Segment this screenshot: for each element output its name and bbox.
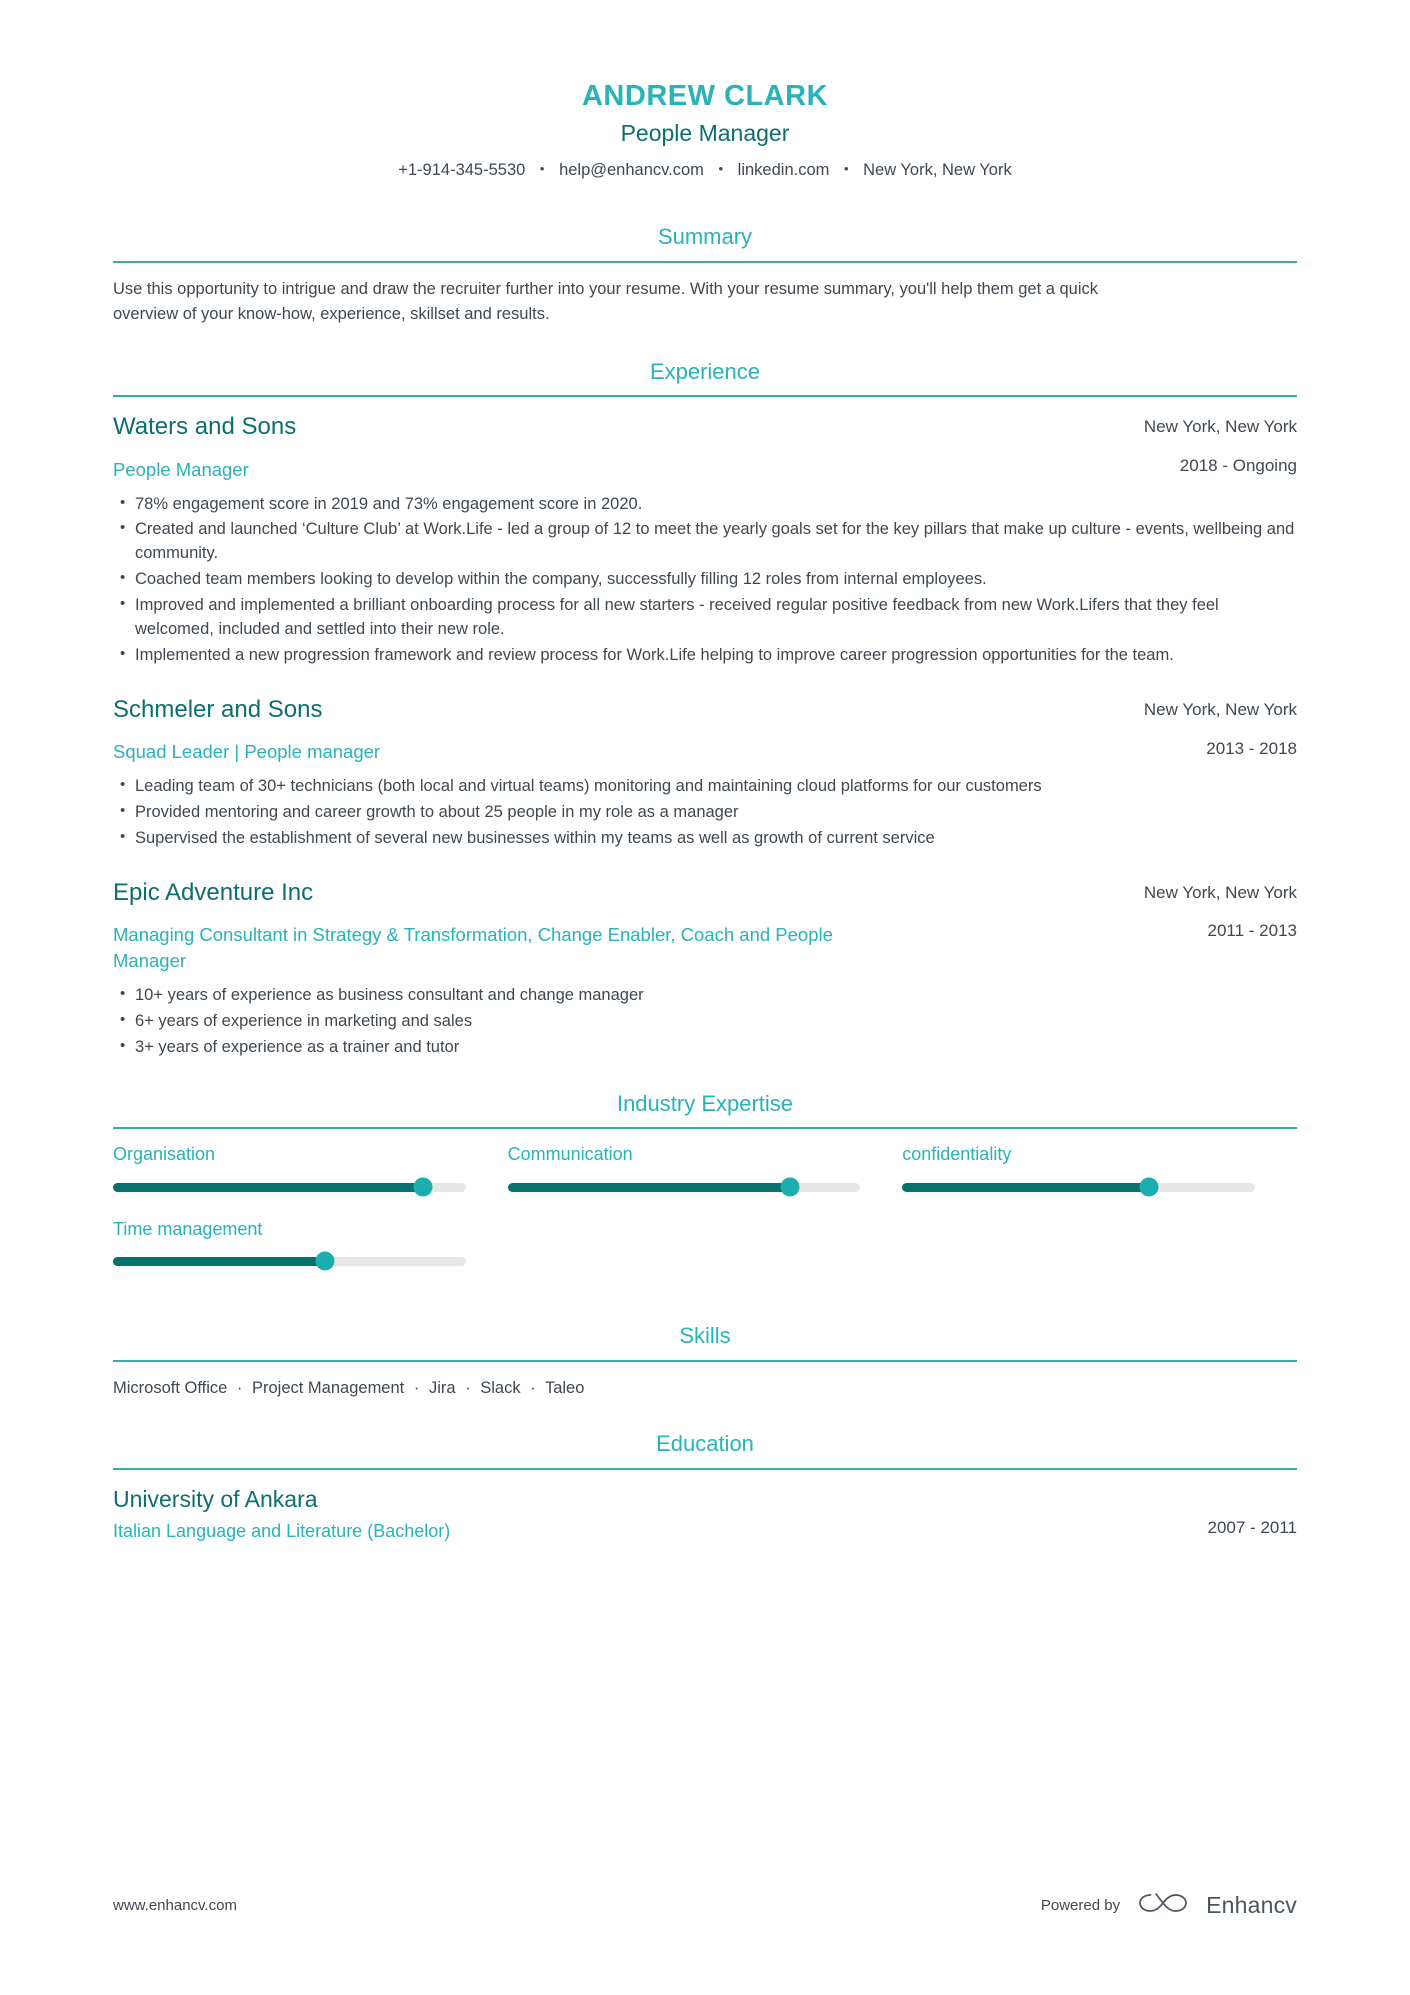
skill-item: Microsoft Office bbox=[113, 1378, 228, 1397]
list-item: • Provided mentoring and career growth to about 25 people in my role as a manager bbox=[113, 801, 1297, 825]
list-item: • Leading team of 30+ technicians (both local and virtual teams) monitoring and maintaining cloud platforms for our customers bbox=[113, 775, 1297, 799]
list-item: • Implemented a new progression framework and review process for Work.Life helping to improve career progression opportunities for the team. bbox=[113, 644, 1297, 668]
skill-item: Taleo bbox=[544, 1378, 585, 1397]
education-school: University of Ankara bbox=[113, 1485, 318, 1512]
powered-by-label: Powered by bbox=[1040, 1897, 1121, 1914]
section-title-experience: Experience bbox=[649, 358, 761, 384]
slider-fill bbox=[113, 1183, 423, 1192]
expertise-slider[interactable] bbox=[508, 1183, 861, 1192]
contact-email[interactable]: help@enhancv.com bbox=[559, 160, 704, 179]
contact-line bbox=[113, 157, 1297, 183]
slider-thumb[interactable] bbox=[1140, 1178, 1159, 1197]
section-title-skills: Skills bbox=[679, 1322, 731, 1348]
page-footer bbox=[113, 1888, 1297, 1923]
expertise-item bbox=[113, 1218, 508, 1266]
experience-role: Managing Consultant in Strategy & Transformation, Change Enabler, Coach and People Manager bbox=[113, 924, 833, 971]
slider-thumb[interactable] bbox=[414, 1178, 433, 1197]
section-title-education: Education bbox=[656, 1431, 754, 1457]
expertise-item bbox=[902, 1143, 1297, 1191]
skill-item: Project Management bbox=[252, 1378, 405, 1397]
section-divider bbox=[113, 1127, 1297, 1129]
education-degree: Italian Language and Literature (Bachelor) bbox=[113, 1520, 451, 1541]
section-skills bbox=[113, 1322, 1297, 1400]
list-item: • Improved and implemented a brilliant onboarding process for all new starters - received regular positive feedback from new Work.Lifers that they feel welcomed, included and settled into their new role. bbox=[113, 594, 1297, 642]
expertise-item bbox=[508, 1143, 903, 1191]
experience-bullets bbox=[113, 493, 1297, 668]
expertise-label: confidentiality bbox=[902, 1144, 1012, 1165]
experience-company: Waters and Sons bbox=[113, 413, 297, 441]
section-experience bbox=[113, 358, 1297, 1060]
skill-item: Jira bbox=[428, 1378, 456, 1397]
list-item: • Supervised the establishment of several new businesses within my teams as well as growth of current service bbox=[113, 827, 1297, 851]
section-divider bbox=[113, 395, 1297, 397]
brand-name: Enhancv bbox=[1206, 1892, 1297, 1918]
experience-company: Schmeler and Sons bbox=[113, 695, 323, 723]
list-item: • Coached team members looking to develop within the company, successfully filling 12 roles from internal employees. bbox=[113, 568, 1297, 592]
list-item: • 10+ years of experience as business consultant and change manager bbox=[113, 984, 1297, 1008]
section-title-industry-expertise: Industry Expertise bbox=[616, 1090, 794, 1116]
experience-bullets bbox=[113, 984, 1297, 1060]
slider-fill bbox=[902, 1183, 1149, 1192]
section-summary bbox=[113, 223, 1297, 328]
footer-website-url[interactable]: www.enhancv.com bbox=[113, 1897, 237, 1914]
skill-separator-icon: · bbox=[465, 1378, 471, 1397]
section-divider bbox=[113, 261, 1297, 263]
slider-fill bbox=[508, 1183, 790, 1192]
skill-item: Slack bbox=[480, 1378, 521, 1397]
experience-location: New York, New York bbox=[1143, 882, 1297, 902]
contact-phone[interactable]: +1-914-345-5530 bbox=[398, 160, 526, 179]
contact-separator-icon: • bbox=[718, 160, 724, 176]
experience-dates: 2011 - 2013 bbox=[1207, 921, 1297, 941]
summary-text: Use this opportunity to intrigue and draw the recruiter further into your resume. With your resume summary, you'll help them get a quick overview of your know-how, experience, skillset and results. bbox=[113, 279, 1099, 324]
experience-entry bbox=[113, 694, 1297, 851]
footer-brand bbox=[1041, 1888, 1297, 1923]
section-education bbox=[113, 1430, 1297, 1544]
skill-separator-icon: · bbox=[413, 1378, 420, 1397]
skill-separator-icon: · bbox=[530, 1378, 536, 1397]
experience-entry bbox=[113, 877, 1297, 1060]
experience-bullets bbox=[113, 775, 1297, 851]
slider-thumb[interactable] bbox=[780, 1178, 799, 1197]
contact-separator-icon: • bbox=[539, 160, 545, 176]
list-item: • Created and launched ‘Culture Club’ at Work.Life - led a group of 12 to meet the yearly goals set for the key pillars that make up culture - events, wellbeing and community. bbox=[113, 518, 1297, 566]
slider-thumb[interactable] bbox=[315, 1252, 334, 1271]
expertise-slider-grid bbox=[113, 1143, 1297, 1292]
experience-dates: 2018 - Ongoing bbox=[1179, 456, 1297, 476]
section-divider bbox=[113, 1468, 1297, 1470]
skills-list bbox=[113, 1376, 1297, 1401]
enhancv-logo-icon bbox=[1134, 1888, 1192, 1923]
candidate-job-title: People Manager bbox=[620, 120, 790, 147]
list-item: • 6+ years of experience in marketing and sales bbox=[113, 1010, 1297, 1034]
experience-dates: 2013 - 2018 bbox=[1206, 738, 1297, 758]
expertise-slider[interactable] bbox=[113, 1183, 466, 1192]
experience-company: Epic Adventure Inc bbox=[113, 878, 314, 906]
slider-fill bbox=[113, 1257, 325, 1266]
education-dates: 2007 - 2011 bbox=[1207, 1517, 1297, 1537]
expertise-label: Communication bbox=[507, 1144, 633, 1165]
section-industry-expertise bbox=[113, 1090, 1297, 1292]
contact-location: New York, New York bbox=[863, 160, 1012, 179]
skill-separator-icon: · bbox=[236, 1378, 243, 1397]
expertise-item bbox=[113, 1143, 508, 1191]
experience-role: Squad Leader | People manager bbox=[113, 741, 381, 763]
experience-entry bbox=[113, 411, 1297, 668]
candidate-name: ANDREW CLARK bbox=[581, 80, 829, 112]
experience-role: People Manager bbox=[113, 458, 249, 480]
list-item: • 3+ years of experience as a trainer and tutor bbox=[113, 1036, 1297, 1060]
experience-location: New York, New York bbox=[1143, 699, 1297, 719]
experience-location: New York, New York bbox=[1143, 417, 1297, 437]
expertise-label: Organisation bbox=[113, 1144, 216, 1165]
contact-linkedin[interactable]: linkedin.com bbox=[737, 160, 830, 179]
section-divider bbox=[113, 1360, 1297, 1362]
expertise-label: Time management bbox=[113, 1218, 263, 1239]
list-item: • 78% engagement score in 2019 and 73% engagement score in 2020. bbox=[113, 493, 1297, 517]
education-entry bbox=[113, 1484, 1297, 1544]
contact-separator-icon: • bbox=[843, 160, 849, 176]
expertise-slider[interactable] bbox=[113, 1257, 466, 1266]
expertise-slider[interactable] bbox=[902, 1183, 1255, 1192]
resume-header bbox=[113, 78, 1297, 183]
section-title-summary: Summary bbox=[657, 224, 753, 250]
